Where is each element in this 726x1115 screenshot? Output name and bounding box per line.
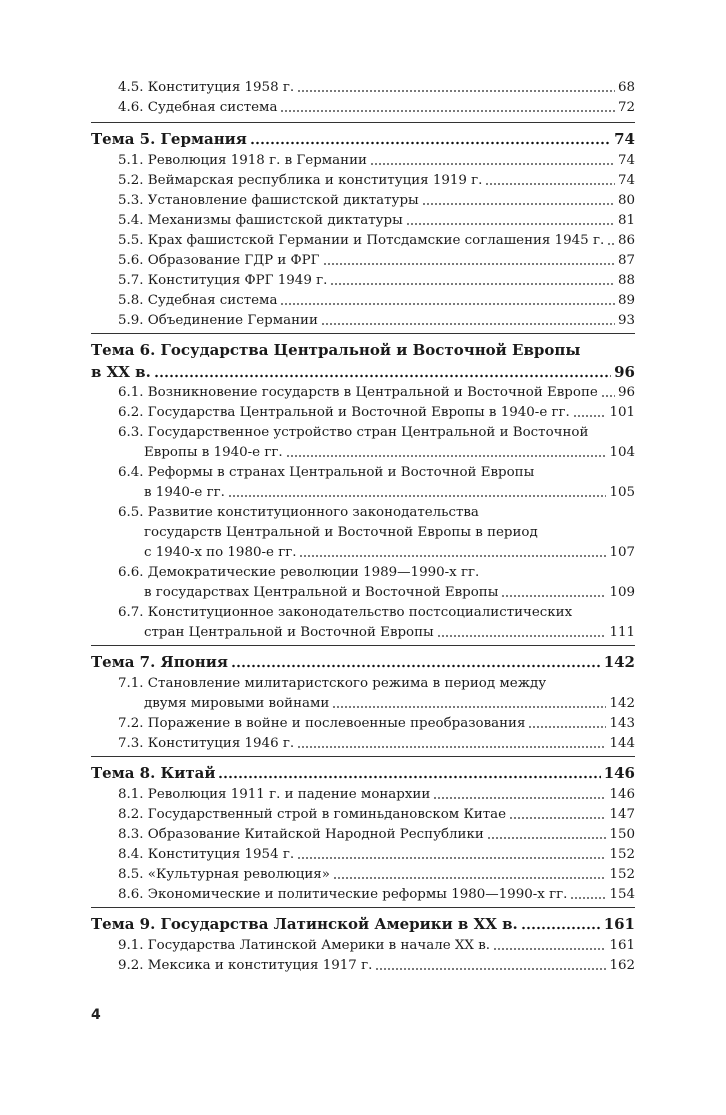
dot-leader bbox=[321, 322, 615, 326]
toc-subsection[interactable] bbox=[91, 503, 635, 523]
toc-subsection-page: 142 bbox=[609, 696, 635, 711]
toc-subsection[interactable] bbox=[91, 483, 635, 503]
toc-subsection[interactable] bbox=[91, 603, 635, 623]
toc-topic-title: Тема 9. Государства Латинской Америки в XX в. bbox=[91, 915, 518, 933]
dot-leader bbox=[332, 705, 606, 709]
toc-subsection[interactable] bbox=[91, 563, 635, 583]
dot-leader bbox=[509, 816, 606, 820]
toc-subsection-page: 162 bbox=[609, 958, 635, 973]
dot-leader bbox=[501, 594, 606, 598]
toc-subsection-text: 7.3. Конституция 1946 г. bbox=[118, 736, 295, 751]
toc-subsection-page: 104 bbox=[609, 445, 635, 460]
toc-subsection-page: 143 bbox=[609, 716, 635, 731]
dot-leader bbox=[250, 141, 611, 145]
toc-subsection[interactable] bbox=[91, 805, 635, 825]
toc-subsection-page: 80 bbox=[617, 193, 635, 208]
toc-subsection-text: двумя мировыми войнами bbox=[144, 696, 330, 711]
toc-topic[interactable] bbox=[91, 122, 635, 150]
toc-subsection-page: 87 bbox=[617, 253, 635, 268]
toc-subsection-page: 74 bbox=[617, 153, 635, 168]
toc-topic[interactable] bbox=[91, 362, 635, 383]
toc-subsection-text: 7.1. Становление милитаристского режима в период между bbox=[118, 676, 547, 691]
toc-subsection[interactable] bbox=[91, 825, 635, 845]
toc-subsection-page: 144 bbox=[609, 736, 635, 751]
toc-subsection[interactable] bbox=[91, 463, 635, 483]
toc-topic-title: Тема 7. Япония bbox=[91, 653, 228, 671]
dot-leader bbox=[433, 796, 606, 800]
toc-subsection-page: 101 bbox=[609, 405, 635, 420]
toc-subsection-text: Европы в 1940-е гг. bbox=[144, 445, 283, 460]
toc-subsection-text: государств Центральной и Восточной Европы в период bbox=[144, 525, 538, 540]
toc-subsection[interactable] bbox=[91, 171, 635, 191]
dot-leader bbox=[487, 836, 607, 840]
toc-subsection[interactable] bbox=[91, 98, 635, 118]
dot-leader bbox=[299, 554, 606, 558]
toc-subsection-text: 7.2. Поражение в войне и послевоенные преобразования bbox=[118, 716, 526, 731]
toc-subsection-text: в 1940-е гг. bbox=[144, 485, 225, 500]
toc-topic-page: 96 bbox=[614, 363, 635, 381]
toc-subsection-text: 5.9. Объединение Германии bbox=[118, 313, 318, 328]
toc-subsection[interactable] bbox=[91, 694, 635, 714]
toc-subsection[interactable] bbox=[91, 383, 635, 403]
toc-subsection[interactable] bbox=[91, 311, 635, 331]
toc-subsection-text: 4.5. Конституция 1958 г. bbox=[118, 80, 295, 95]
toc-subsection-page: 146 bbox=[609, 787, 635, 802]
toc-subsection[interactable] bbox=[91, 191, 635, 211]
dot-leader bbox=[231, 664, 601, 668]
toc-subsection-page: 93 bbox=[617, 313, 635, 328]
toc-subsection[interactable] bbox=[91, 734, 635, 754]
toc-subsection-text: с 1940-х по 1980-е гг. bbox=[144, 545, 297, 560]
dot-leader bbox=[521, 926, 601, 930]
toc-subsection-page: 154 bbox=[609, 887, 635, 902]
toc-topic[interactable] bbox=[91, 333, 635, 361]
dot-leader bbox=[333, 876, 606, 880]
toc-subsection-text: 6.7. Конституционное законодательство постсоциалистических bbox=[118, 605, 573, 620]
toc-subsection-text: в государствах Центральной и Восточной Европы bbox=[144, 585, 499, 600]
toc-topic-page: 146 bbox=[603, 764, 635, 782]
toc-subsection-text: 6.1. Возникновение государств в Центральной и Восточной Европе bbox=[118, 385, 598, 400]
toc-subsection[interactable] bbox=[91, 583, 635, 603]
toc-subsection-text: 8.6. Экономические и политические реформы 1980—1990-х гг. bbox=[118, 887, 568, 902]
toc-subsection-page: 111 bbox=[609, 625, 635, 640]
page-number: 4 bbox=[91, 1007, 101, 1023]
toc-subsection-text: 5.1. Революция 1918 г. в Германии bbox=[118, 153, 367, 168]
toc-subsection[interactable] bbox=[91, 845, 635, 865]
toc-subsection-page: 68 bbox=[617, 80, 635, 95]
dot-leader bbox=[493, 947, 606, 951]
toc-subsection-text: 6.3. Государственное устройство стран Центральной и Восточной bbox=[118, 425, 589, 440]
toc-subsection-text: 8.5. «Культурная революция» bbox=[118, 867, 330, 882]
toc-subsection[interactable] bbox=[91, 271, 635, 291]
dot-leader bbox=[607, 242, 615, 246]
toc-subsection-page: 150 bbox=[609, 827, 635, 842]
toc-subsection-page: 109 bbox=[609, 585, 635, 600]
toc-subsection-text: 8.4. Конституция 1954 г. bbox=[118, 847, 295, 862]
dot-leader bbox=[297, 89, 615, 93]
toc-subsection-text: 8.1. Революция 1911 г. и падение монархии bbox=[118, 787, 431, 802]
dot-leader bbox=[323, 262, 615, 266]
toc-subsection[interactable] bbox=[91, 291, 635, 311]
toc-subsection-text: 8.3. Образование Китайской Народной Республики bbox=[118, 827, 484, 842]
toc-subsection[interactable] bbox=[91, 543, 635, 563]
toc-subsection[interactable] bbox=[91, 865, 635, 885]
dot-leader bbox=[437, 634, 607, 638]
toc-subsection[interactable] bbox=[91, 231, 635, 251]
toc-subsection-text: 4.6. Судебная система bbox=[118, 100, 278, 115]
toc-subsection[interactable] bbox=[91, 78, 635, 98]
toc-subsection-text: 5.8. Судебная система bbox=[118, 293, 278, 308]
toc-subsection-text: 5.3. Установление фашистской диктатуры bbox=[118, 193, 419, 208]
toc-subsection-page: 152 bbox=[609, 867, 635, 882]
toc-subsection[interactable] bbox=[91, 936, 635, 956]
table-of-contents bbox=[91, 78, 635, 976]
toc-subsection-text: 5.5. Крах фашистской Германии и Потсдамские соглашения 1945 г. bbox=[118, 233, 605, 248]
toc-subsection-text: 9.2. Мексика и конституция 1917 г. bbox=[118, 958, 373, 973]
dot-leader bbox=[297, 745, 606, 749]
toc-topic-title: Тема 8. Китай bbox=[91, 764, 216, 782]
toc-subsection-text: 6.4. Реформы в странах Центральной и Восточной Европы bbox=[118, 465, 535, 480]
toc-subsection-text: 6.6. Демократические революции 1989—1990-х гг. bbox=[118, 565, 480, 580]
toc-subsection-text: 5.2. Веймарская республика и конституция 1919 г. bbox=[118, 173, 483, 188]
toc-subsection-page: 81 bbox=[617, 213, 635, 228]
dot-leader bbox=[218, 775, 600, 779]
dot-leader bbox=[422, 202, 615, 206]
toc-subsection[interactable] bbox=[91, 623, 635, 643]
toc-topic[interactable] bbox=[91, 756, 635, 784]
toc-subsection[interactable] bbox=[91, 714, 635, 734]
toc-subsection-text: 6.2. Государства Центральной и Восточной Европы в 1940-е гг. bbox=[118, 405, 570, 420]
toc-topic-page: 74 bbox=[614, 130, 635, 148]
toc-subsection-page: 72 bbox=[617, 100, 635, 115]
dot-leader bbox=[485, 182, 615, 186]
toc-subsection-text: 6.5. Развитие конституционного законодательства bbox=[118, 505, 479, 520]
toc-subsection[interactable] bbox=[91, 251, 635, 271]
toc-subsection[interactable] bbox=[91, 423, 635, 443]
dot-leader bbox=[280, 302, 615, 306]
toc-subsection-page: 89 bbox=[617, 293, 635, 308]
dot-leader bbox=[330, 282, 615, 286]
toc-subsection-text: 9.1. Государства Латинской Америки в начале XX в. bbox=[118, 938, 491, 953]
toc-topic-title: Тема 6. Государства Центральной и Восточной Европы bbox=[91, 341, 581, 359]
toc-subsection-page: 88 bbox=[617, 273, 635, 288]
toc-topic-page: 142 bbox=[603, 653, 635, 671]
toc-topic-title: в XX в. bbox=[91, 363, 151, 381]
toc-subsection[interactable] bbox=[91, 211, 635, 231]
toc-subsection-page: 105 bbox=[609, 485, 635, 500]
toc-subsection-page: 152 bbox=[609, 847, 635, 862]
dot-leader bbox=[154, 374, 611, 378]
toc-subsection-page: 107 bbox=[609, 545, 635, 560]
toc-subsection-text: стран Центральной и Восточной Европы bbox=[144, 625, 434, 640]
dot-leader bbox=[528, 725, 606, 729]
toc-topic[interactable] bbox=[91, 907, 635, 935]
toc-topic[interactable] bbox=[91, 645, 635, 673]
toc-subsection[interactable] bbox=[91, 403, 635, 423]
dot-leader bbox=[573, 414, 607, 418]
toc-subsection-text: 5.4. Механизмы фашистской диктатуры bbox=[118, 213, 403, 228]
dot-leader bbox=[280, 109, 615, 113]
toc-subsection[interactable] bbox=[91, 151, 635, 171]
toc-subsection[interactable] bbox=[91, 785, 635, 805]
dot-leader bbox=[570, 896, 606, 900]
dot-leader bbox=[228, 494, 607, 498]
toc-subsection-page: 147 bbox=[609, 807, 635, 822]
toc-subsection-page: 86 bbox=[617, 233, 635, 248]
dot-leader bbox=[370, 162, 615, 166]
dot-leader bbox=[297, 856, 606, 860]
toc-subsection[interactable] bbox=[91, 674, 635, 694]
toc-subsection-page: 96 bbox=[617, 385, 635, 400]
toc-subsection-page: 74 bbox=[617, 173, 635, 188]
toc-subsection[interactable] bbox=[91, 523, 635, 543]
dot-leader bbox=[406, 222, 615, 226]
toc-subsection-text: 5.7. Конституция ФРГ 1949 г. bbox=[118, 273, 328, 288]
toc-subsection-text: 5.6. Образование ГДР и ФРГ bbox=[118, 253, 320, 268]
toc-subsection[interactable] bbox=[91, 885, 635, 905]
dot-leader bbox=[375, 967, 606, 971]
toc-subsection-page: 161 bbox=[609, 938, 635, 953]
dot-leader bbox=[601, 394, 615, 398]
dot-leader bbox=[286, 454, 607, 458]
toc-subsection[interactable] bbox=[91, 443, 635, 463]
toc-subsection[interactable] bbox=[91, 956, 635, 976]
toc-topic-page: 161 bbox=[603, 915, 635, 933]
toc-subsection-text: 8.2. Государственный строй в гоминьдановском Китае bbox=[118, 807, 507, 822]
toc-topic-title: Тема 5. Германия bbox=[91, 130, 247, 148]
